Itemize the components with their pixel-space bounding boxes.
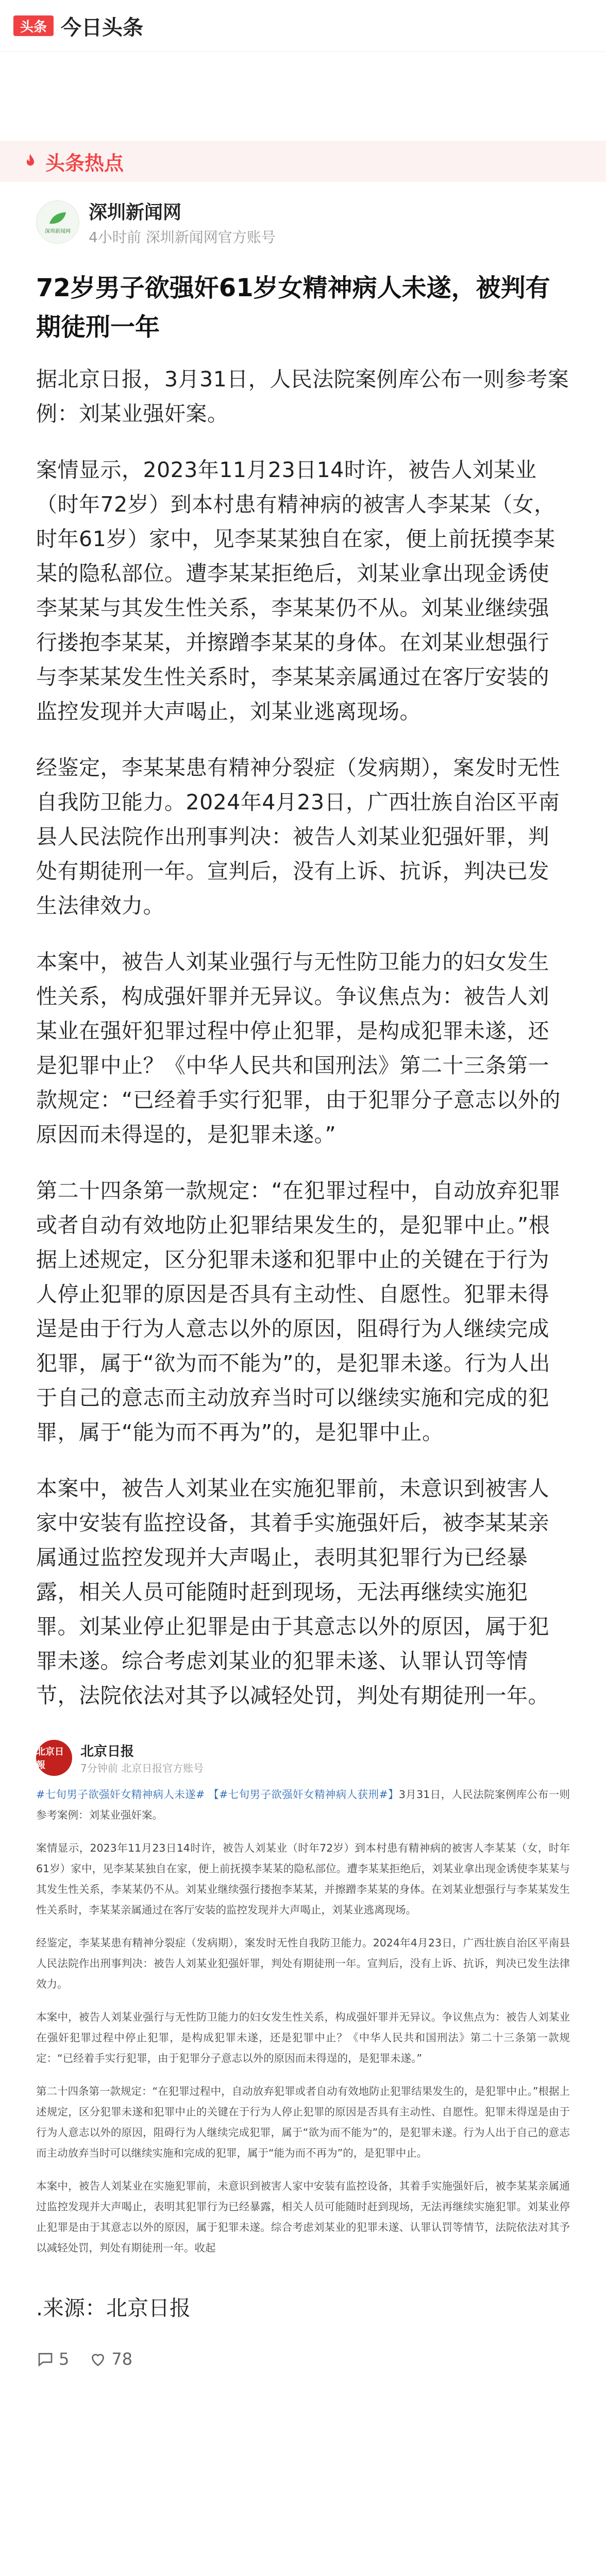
embed-logo: 北京日報 (36, 1740, 72, 1776)
embed-paragraph: 本案中，被告人刘某业在实施犯罪前，未意识到被害人家中安装有监控设备，其着手实施强奸后，被李某某亲属通过监控发现并大声喝止，表明其犯罪行为已经暴露，相关人员可能随时赶到现场，无法再继续实施犯罪。刘某业停止犯罪是由于其意志以外的原因，属于犯罪未遂。综合考虑刘某业的犯罪未遂、认罪认罚等情节，法院依法对其予以减轻处罚，判处有期徒刑一年。收起 (36, 2180, 570, 2254)
channel-banner[interactable] (0, 141, 606, 182)
comment-icon (36, 2350, 55, 2368)
article-paragraph: 本案中，被告人刘某业在实施犯罪前，未意识到被害人家中安装有监控设备，其着手实施强奸后，被李某某亲属通过监控发现并大声喝止，表明其犯罪行为已经暴露，相关人员可能随时赶到现场，无法再继续实施犯罪。刘某业停止犯罪是由于其意志以外的原因，属于犯罪未遂。综合考虑刘某业的犯罪未遂、认罪认罚等情节，法院依法对其予以减轻处罚，判处有期徒刑一年。 (36, 1476, 549, 1708)
avatar-text: 深圳新闻网 (45, 228, 71, 234)
comment-button[interactable] (36, 2349, 69, 2369)
article-paragraph: 第二十四条第一款规定：“在犯罪过程中，自动放弃犯罪或者自动有效地防止犯罪结果发生的，是犯罪中止。”根据上述规定，区分犯罪未遂和犯罪中止的关键在于行为人停止犯罪的原因是否具有主动性、自愿性。犯罪未得逞是由于行为人意志以外的原因，阻碍行为人继续完成犯罪，属于“欲为而不能为”的，是犯罪未遂。行为人出于自己的意志而主动放弃当时可以继续实施和完成的犯罪，属于“能为而不再为”的，是犯罪中止。 (36, 1178, 561, 1445)
article-paragraph: 经鉴定，李某某患有精神分裂症（发病期），案发时无性自我防卫能力。2024年4月23日，广西壮族自治区平南县人民法院作出刑事判决：被告人刘某业犯强奸罪，判处有期徒刑一年。宣判后，没有上诉、抗诉，判决已发生法律效力。 (36, 755, 560, 918)
avatar[interactable] (36, 200, 79, 244)
article-paragraph: 据北京日报，3月31日，人民法院案例库公布一则参考案例：刘某业强奸案。 (36, 367, 569, 426)
action-bar (0, 2339, 606, 2379)
article-paragraph: 本案中，被告人刘某业强行与无性防卫能力的妇女发生性关系，构成强奸罪并无异议。争议焦点为：被告人刘某业在强奸犯罪过程中停止犯罪，是构成犯罪未遂，还是犯罪中止？《中华人民共和国刑法》第二十三条第一款规定：“已经着手实行犯罪，由于犯罪分子意志以外的原因而未得逞的，是犯罪未遂。” (36, 950, 561, 1147)
article-paragraph: 案情显示，2023年11月23日14时许，被告人刘某业（时年72岁）到本村患有精神病的被害人李某某（女，时年61岁）家中，见李某某独自在家，便上前抚摸李某某的隐私部位。遭李某某拒绝后，刘某业拿出现金诱使李某某与其发生性关系，李某某仍不从。刘某业继续强行搂抱李某某，并擦蹭李某某的身体。在刘某业想强行与李某某发生性关系时，李某某亲属通过在客厅安装的监控发现并大声喝止，刘某业逃离现场。 (36, 457, 556, 724)
article-title: 72岁男子欲强奸61岁女精神病人未遂，被判有期徒刑一年 (36, 274, 550, 342)
heart-icon (89, 2350, 107, 2368)
author-name[interactable]: 深圳新闻网 (89, 201, 182, 223)
embedded-screenshot (36, 1735, 570, 2276)
app-logo: 头条 (13, 15, 54, 36)
app-name: 今日头条 (61, 15, 143, 40)
embed-lead: 3月31日，人民法院案例库公布一则参考案例：刘某业强奸案。 (36, 1788, 570, 1821)
author-meta: 4小时前 深圳新闻网官方账号 (89, 228, 276, 246)
app-header (0, 0, 606, 52)
embed-author-name: 北京日报 (80, 1744, 134, 1759)
channel-label: 头条热点 (45, 151, 124, 175)
comment-count: 5 (59, 2349, 70, 2369)
embed-time: 7分钟前 北京日报官方账号 (80, 1762, 204, 1774)
fire-icon (22, 152, 39, 170)
embed-paragraph: 案情显示，2023年11月23日14时许，被告人刘某业（时年72岁）到本村患有精神病的被害人李某某（女，时年61岁）家中，见李某某独自在家，便上前抚摸李某某的隐私部位。遭李某某拒绝后，刘某业拿出现金诱使李某某与其发生性关系，李某某仍不从。刘某业继续强行搂抱李某某，并擦蹭李某某的身体。在刘某业想强行与李某某发生性关系时，李某某亲属通过在客厅安装的监控发现并大声喝止，刘某业逃离现场。 (36, 1842, 570, 1916)
article-source: .来源：北京日报 (36, 2296, 191, 2320)
embed-paragraph: 第二十四条第一款规定：“在犯罪过程中，自动放弃犯罪或者自动有效地防止犯罪结果发生的，是犯罪中止。”根据上述规定，区分犯罪未遂和犯罪中止的关键在于行为人停止犯罪的原因是否具有主动性、自愿性。犯罪未得逞是由于行为人意志以外的原因，阻碍行为人继续完成犯罪，属于“欲为而不能为”的，是犯罪未遂。行为人出于自己的意志而主动放弃当时可以继续实施和完成的犯罪，属于“能为而不再为”的，是犯罪中止。 (36, 2085, 570, 2159)
leaf-icon (47, 210, 68, 226)
like-count: 78 (111, 2349, 133, 2369)
embed-paragraph: 本案中，被告人刘某业强行与无性防卫能力的妇女发生性关系，构成强奸罪并无异议。争议焦点为：被告人刘某业在强奸犯罪过程中停止犯罪，是构成犯罪未遂，还是犯罪中止？《中华人民共和国刑法》第二十三条第一款规定：“已经着手实行犯罪，由于犯罪分子意志以外的原因而未得逞的，是犯罪未遂。” (36, 2011, 570, 2064)
embed-hashtags[interactable]: #七旬男子欲强奸女精神病人未遂# 【#七旬男子欲强奸女精神病人获刑#】 (36, 1788, 399, 1801)
article (0, 268, 606, 2321)
like-button[interactable] (89, 2349, 132, 2369)
author-row (0, 182, 606, 248)
embed-body (36, 1784, 570, 2258)
embed-paragraph: 经鉴定，李某某患有精神分裂症（发病期），案发时无性自我防卫能力。2024年4月23日，广西壮族自治区平南县人民法院作出刑事判决：被告人刘某业犯强奸罪，判处有期徒刑一年。宣判后，没有上诉、抗诉，判决已发生法律效力。 (36, 1937, 570, 1990)
